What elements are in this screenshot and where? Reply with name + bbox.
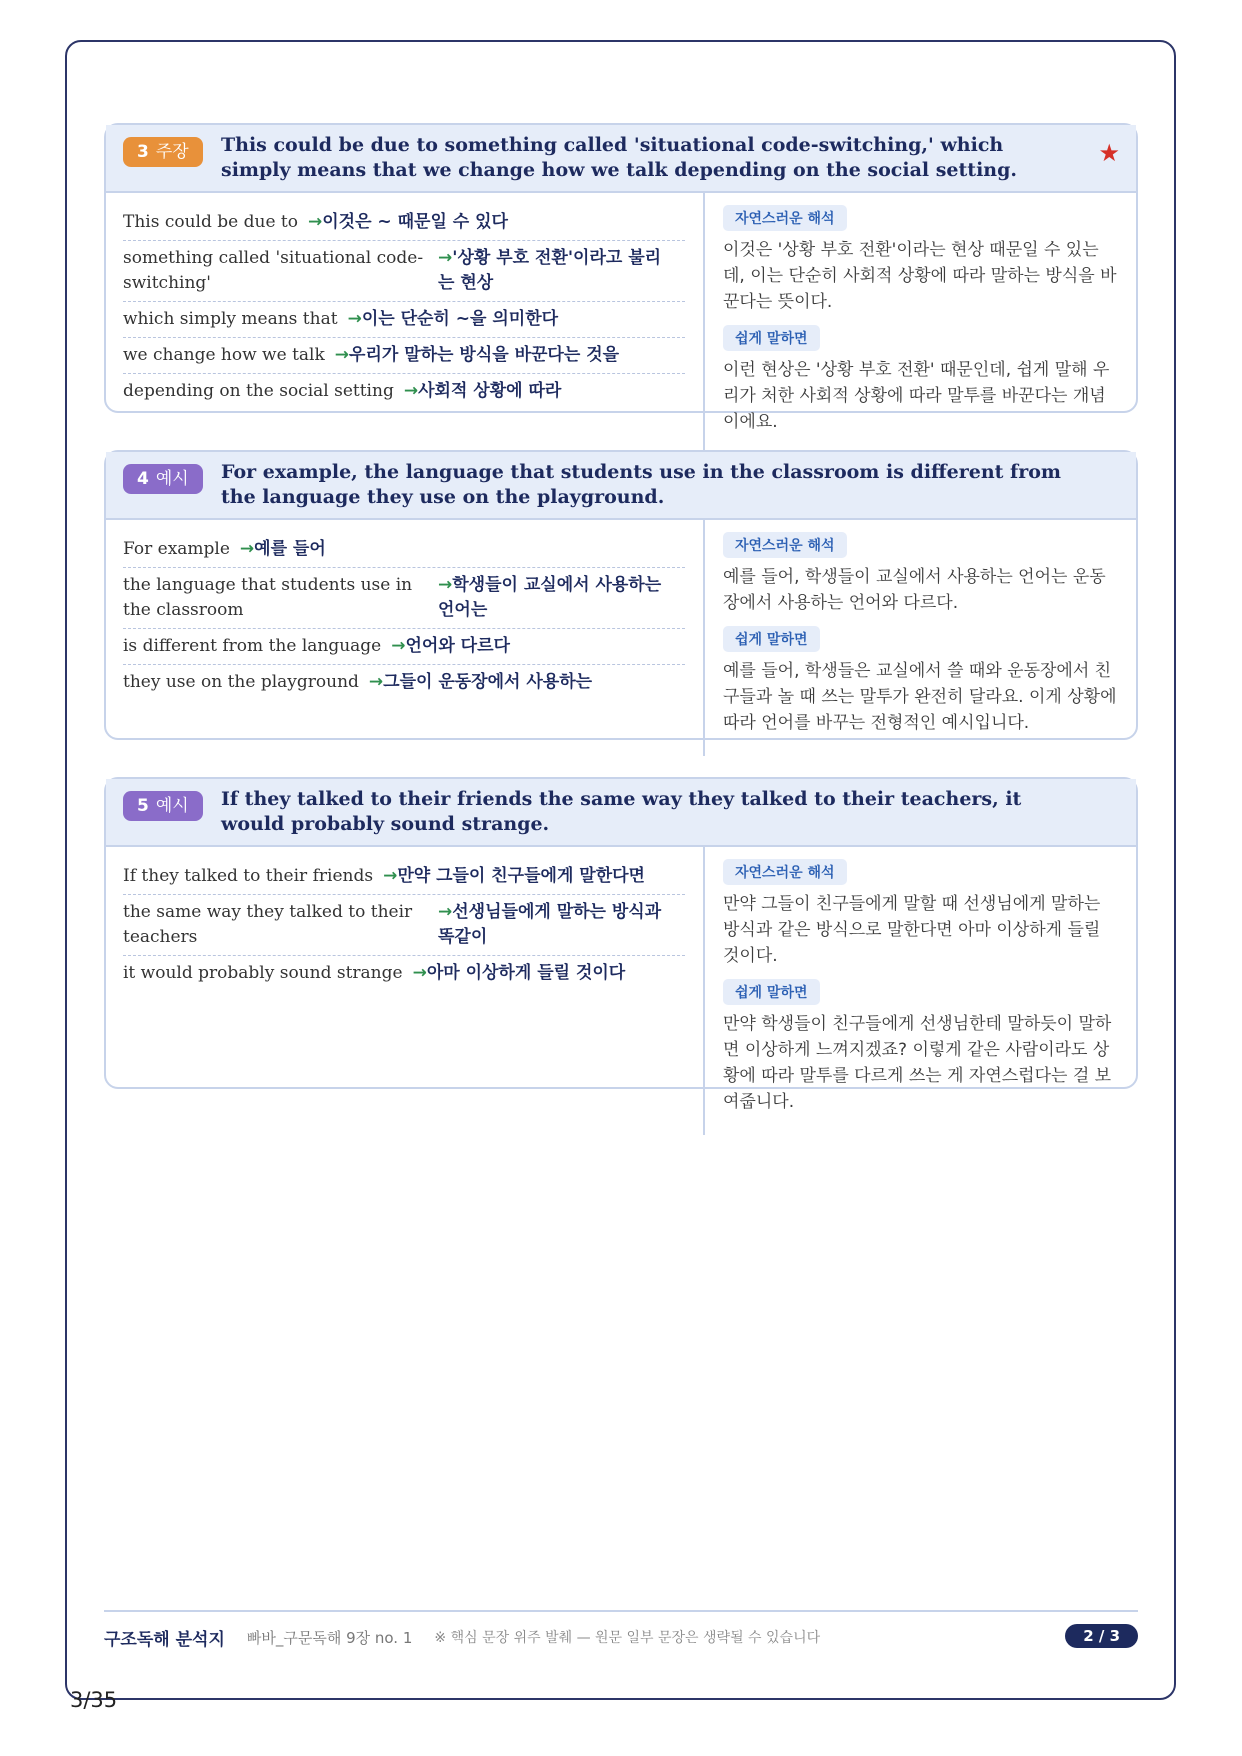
natural-translation: 만약 그들이 친구들에게 말할 때 선생님에게 말하는 방식과 같은 방식으로 말한다면 아마 이상하게 들릴 것이다. — [723, 894, 1101, 966]
chunk-row — [123, 629, 685, 665]
worksheet-title: 구조독해 분석지 — [104, 1629, 225, 1650]
section-badge: 4 예시 — [123, 464, 203, 494]
arrow-icon: → — [403, 381, 419, 401]
chunk-en: they use on the playground — [123, 672, 359, 692]
sentence-header — [106, 125, 1136, 193]
translation-panel — [705, 847, 1136, 1135]
natural-translation-label: 자연스러운 해석 — [723, 859, 847, 885]
sentence-card-5 — [104, 777, 1138, 1112]
arrow-icon: → — [308, 212, 323, 232]
chunk-ko: 만약 그들이 친구들에게 말한다면 — [397, 866, 645, 886]
sentence-card-3 — [104, 123, 1138, 432]
chunk-en: it would probably sound strange — [123, 963, 403, 983]
chunk-row — [123, 895, 685, 956]
chunk-en: If they talked to their friends — [123, 866, 374, 886]
chunk-row — [123, 338, 685, 374]
arrow-icon: → — [368, 672, 384, 692]
chunk-ko: 우리가 말하는 방식을 바꾼다는 것을 — [349, 345, 620, 365]
chunk-en: This could be due to — [123, 212, 298, 232]
star-icon: ★ — [1098, 139, 1120, 167]
chunk-ko: 학생들이 교실에서 사용하는 언어는 — [438, 575, 662, 620]
chunk-ko: 이것은 ~ 때문일 수 있다 — [322, 212, 508, 232]
arrow-icon: → — [438, 248, 453, 268]
translation-panel — [705, 193, 1136, 455]
chunk-list — [106, 520, 705, 756]
chunk-ko: 선생님들에게 말하는 방식과 똑같이 — [438, 902, 662, 947]
chunk-ko: 언어와 다르다 — [405, 636, 510, 656]
page-counter: 3/35 — [70, 1688, 118, 1712]
sentence-header — [106, 452, 1136, 520]
chunk-en: we change how we talk — [123, 345, 325, 365]
easy-explanation-label: 쉽게 말하면 — [723, 979, 820, 1005]
chunk-list — [106, 847, 705, 1135]
chunk-ko: 아마 이상하게 들릴 것이다 — [426, 963, 626, 983]
arrow-icon: → — [438, 902, 453, 922]
easy-explanation-label: 쉽게 말하면 — [723, 626, 820, 652]
sentence-header — [106, 779, 1136, 847]
easy-explanation: 만약 학생들이 친구들에게 선생님한테 말하듯이 말하면 이상하게 느껴지겠죠? 이렇게 같은 사람이라도 상황에 따라 말투를 다르게 쓰는 게 자연스럽다는 걸 보여줍니다. — [723, 1014, 1112, 1112]
arrow-icon: → — [391, 636, 406, 656]
natural-translation-label: 자연스러운 해석 — [723, 532, 847, 558]
chunk-ko: 예를 들어 — [254, 539, 326, 559]
chunk-list — [106, 193, 705, 455]
chunk-row — [123, 302, 685, 338]
arrow-icon: → — [347, 309, 362, 329]
translation-panel — [705, 520, 1136, 756]
chunk-en: something called 'situational code-switching' — [123, 248, 424, 293]
footer-divider — [104, 1610, 1138, 1612]
source-sentence: If they talked to their friends the same way they talked to their teachers, it would probably sound strange. — [221, 788, 1022, 835]
chunk-row — [123, 956, 685, 991]
source-label: 빠바_구문독해 9장 no. 1 — [246, 1628, 413, 1647]
chunk-row — [123, 665, 685, 700]
footer — [104, 1622, 1138, 1652]
chunk-row — [123, 205, 685, 241]
chunk-en: is different from the language — [123, 636, 382, 656]
arrow-icon: → — [383, 866, 398, 886]
source-sentence: This could be due to something called 'situational code-switching,' which simply means that we change how we talk depending on the social setting. — [221, 134, 1017, 181]
chunk-ko: 사회적 상황에 따라 — [418, 381, 562, 401]
source-sentence: For example, the language that students use in the classroom is different from the language they use on the playground. — [221, 461, 1061, 508]
easy-explanation-label: 쉽게 말하면 — [723, 325, 820, 351]
easy-explanation: 예를 들어, 학생들은 교실에서 쓸 때와 운동장에서 친구들과 놀 때 쓰는 말투가 완전히 달라요. 이게 상황에 따라 언어를 바꾸는 전형적인 예시입니다. — [723, 661, 1117, 733]
natural-translation: 예를 들어, 학생들이 교실에서 사용하는 언어는 운동장에서 사용하는 언어와 다르다. — [723, 567, 1106, 613]
chunk-ko: 그들이 운동장에서 사용하는 — [383, 672, 593, 692]
section-badge: 5 예시 — [123, 791, 203, 821]
arrow-icon: → — [412, 963, 427, 983]
chunk-row — [123, 532, 685, 568]
chunk-en: depending on the social setting — [123, 381, 394, 401]
chunk-ko: '상황 부호 전환'이라고 불리는 현상 — [438, 248, 662, 293]
easy-explanation: 이런 현상은 '상황 부호 전환' 때문인데, 쉽게 말해 우리가 처한 사회적 상황에 따라 말투를 바꾼다는 개념이에요. — [723, 360, 1110, 432]
page-indicator: 2 / 3 — [1065, 1624, 1138, 1648]
arrow-icon: → — [334, 345, 350, 365]
chunk-en: the language that students use in the classroom — [123, 575, 413, 620]
arrow-icon: → — [438, 575, 453, 595]
chunk-row — [123, 241, 685, 302]
chunk-en: which simply means that — [123, 309, 338, 329]
section-badge: 3 주장 — [123, 137, 203, 167]
natural-translation: 이것은 '상황 부호 전환'이라는 현상 때문일 수 있는데, 이는 단순히 사회적 상황에 따라 말하는 방식을 바꾼다는 뜻이다. — [723, 240, 1117, 312]
chunk-row — [123, 568, 685, 629]
chunk-ko: 이는 단순히 ~을 의미한다 — [361, 309, 559, 329]
sentence-card-4 — [104, 450, 1138, 740]
chunk-en: the same way they talked to their teachers — [123, 902, 413, 947]
chunk-row — [123, 374, 685, 409]
arrow-icon: → — [239, 539, 255, 559]
natural-translation-label: 자연스러운 해석 — [723, 205, 847, 231]
excerpt-note: ※ 핵심 문장 위주 발췌 — 원문 일부 문장은 생략될 수 있습니다 — [434, 1630, 821, 1646]
chunk-en: For example — [123, 539, 230, 559]
chunk-row — [123, 859, 685, 895]
